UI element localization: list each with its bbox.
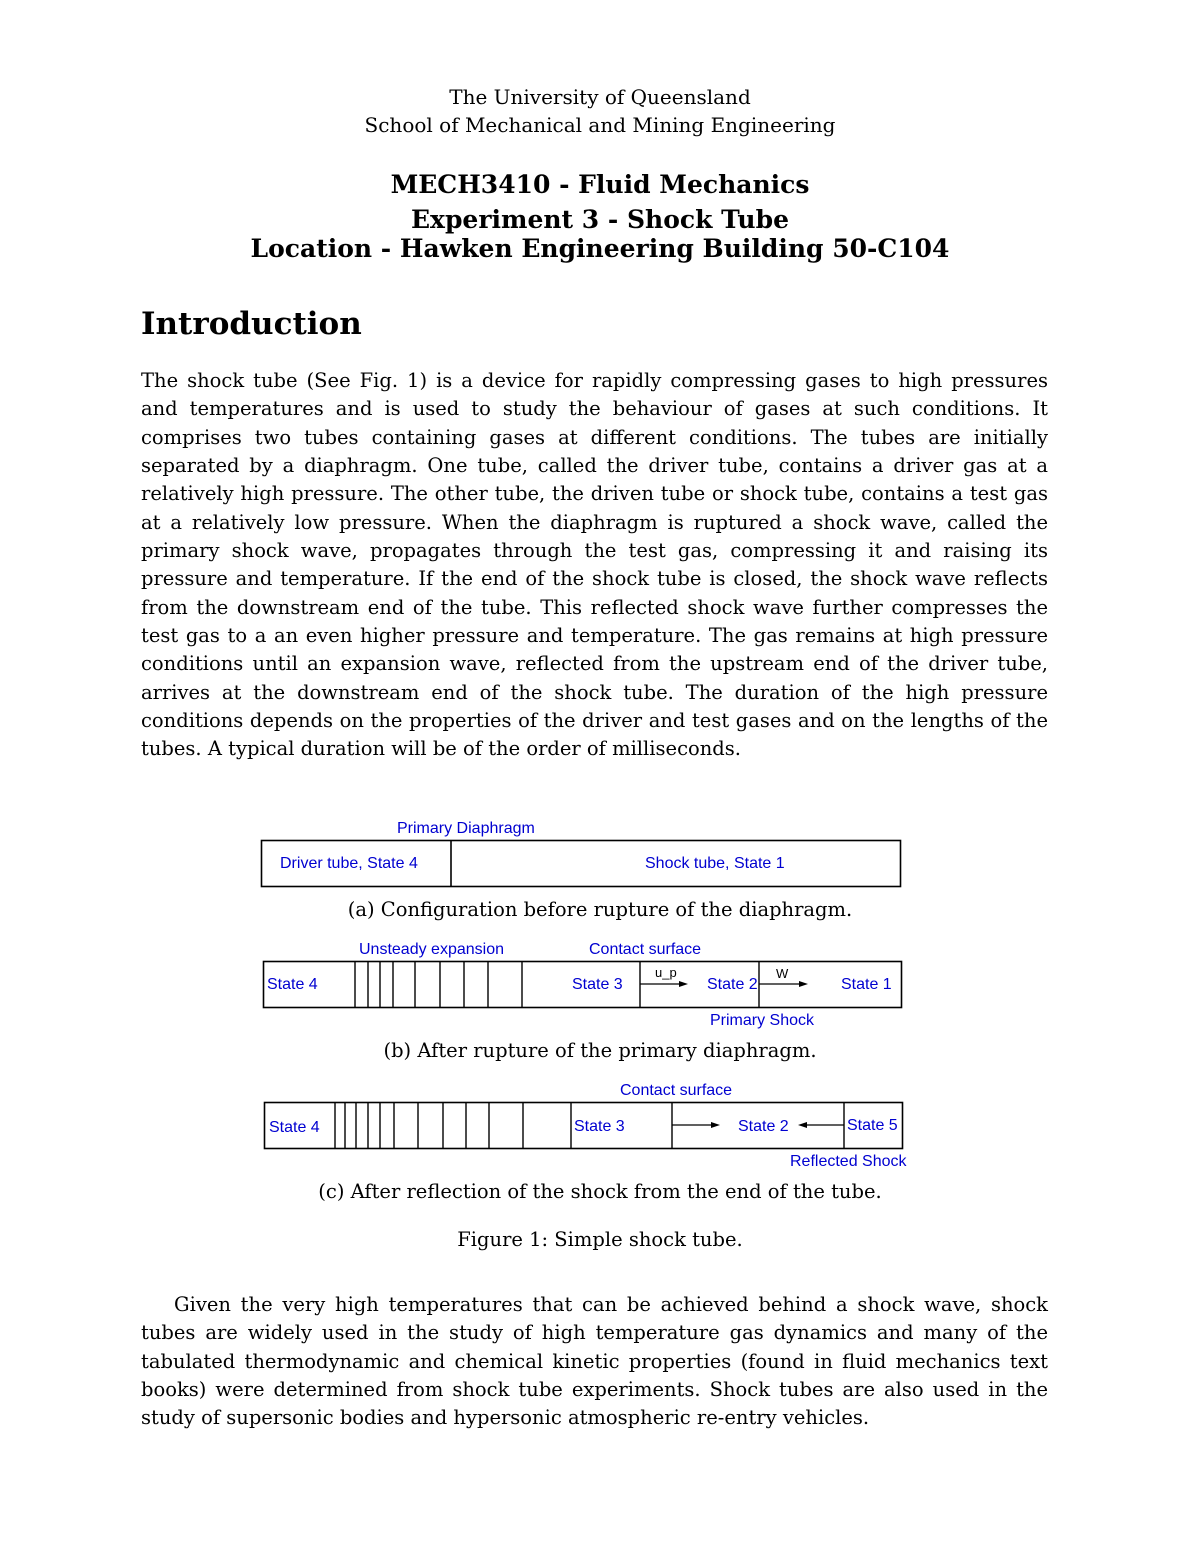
- primary-diaphragm-label: Primary Diaphragm: [397, 820, 535, 837]
- reflected-shock-arrowhead: [798, 1122, 807, 1128]
- driver-tube-label: Driver tube, State 4: [280, 855, 418, 872]
- state2-label-c: State 2: [738, 1118, 789, 1135]
- applications-paragraph: Given the very high temperatures that can be achieved behind a shock wave, shock tubes are widely used in the study of high temperature gas dynamics and many of the tabulated thermodynamic and chemical kinetic properties (found in fluid mechanics text books) were determined from shock tube experiments. Shock tubes are also used in the study of supersonic bodies and hypersonic atmospheric re-entry vehicles.: [141, 1293, 1048, 1430]
- university-name: The University of Queensland: [449, 85, 751, 109]
- contact-surface-label-c: Contact surface: [620, 1082, 733, 1099]
- location-title: Location - Hawken Engineering Building 50-C104: [250, 234, 950, 263]
- state2-label-b: State 2: [707, 976, 758, 993]
- expansion-fan-c: [335, 1102, 571, 1149]
- section-heading: Introduction: [141, 306, 362, 342]
- panel-a-diagram: [262, 820, 901, 887]
- state3-label-b: State 3: [572, 976, 623, 993]
- state5-label-c: State 5: [847, 1117, 898, 1134]
- intro-paragraph: The shock tube (See Fig. 1) is a device for rapidly compressing gases to high pressures and temperatures and is used to study the behaviour of gases at such conditions. It comprises two tubes containing gases at different conditions. The tubes are initially separated by a diaphragm. One tube, called the driver tube, contains a driver gas at a relatively high pressure. The other tube, the driven tube or shock tube, contains a test gas at a relatively low pressure. When the diaphragm is ruptured a shock wave, called the primary shock wave, propagates through the test gas, compressing it and raising its pressure and temperature. If the end of the shock tube is closed, the shock wave reflects from the downstream end of the tube. This reflected shock wave further compresses the test gas to a an even higher pressure and temperature. The gas remains at high pressure conditions until an expansion wave, reflected from the upstream end of the driver tube, arrives at the downstream end of the shock tube. The duration of the high pressure conditions depends on the properties of the driver and test gases and on the lengths of the tubes. A typical duration will be of the order of milliseconds.: [141, 369, 1048, 761]
- panel-c-diagram: [265, 1082, 908, 1170]
- w-arrow-head: [799, 981, 808, 987]
- gas-velocity-arrowhead-c: [711, 1122, 720, 1128]
- state1-label-b: State 1: [841, 976, 892, 993]
- figure-caption: Figure 1: Simple shock tube.: [457, 1228, 743, 1251]
- state4-label-b: State 4: [267, 976, 318, 993]
- caption-panel-b: (b) After rupture of the primary diaphragm.: [383, 1039, 817, 1062]
- unsteady-expansion-label: Unsteady expansion: [359, 941, 504, 958]
- reflected-shock-label: Reflected Shock: [790, 1153, 907, 1170]
- primary-shock-label: Primary Shock: [710, 1012, 815, 1029]
- panel-b-diagram: [264, 941, 902, 1029]
- course-title: MECH3410 - Fluid Mechanics: [390, 170, 810, 199]
- state4-label-c: State 4: [269, 1119, 320, 1136]
- w-label: W: [776, 966, 789, 981]
- school-name: School of Mechanical and Mining Engineering: [364, 113, 836, 137]
- expansion-fan-b: [355, 961, 522, 1008]
- experiment-title: Experiment 3 - Shock Tube: [410, 205, 789, 234]
- state3-label-c: State 3: [574, 1118, 625, 1135]
- contact-surface-label-b: Contact surface: [589, 941, 702, 958]
- up-label: u_p: [655, 965, 677, 980]
- caption-panel-c: (c) After reflection of the shock from the end of the tube.: [318, 1180, 882, 1203]
- up-arrow-head: [679, 981, 688, 987]
- shock-tube-label: Shock tube, State 1: [645, 855, 785, 872]
- caption-panel-a: (a) Configuration before rupture of the diaphragm.: [347, 898, 853, 921]
